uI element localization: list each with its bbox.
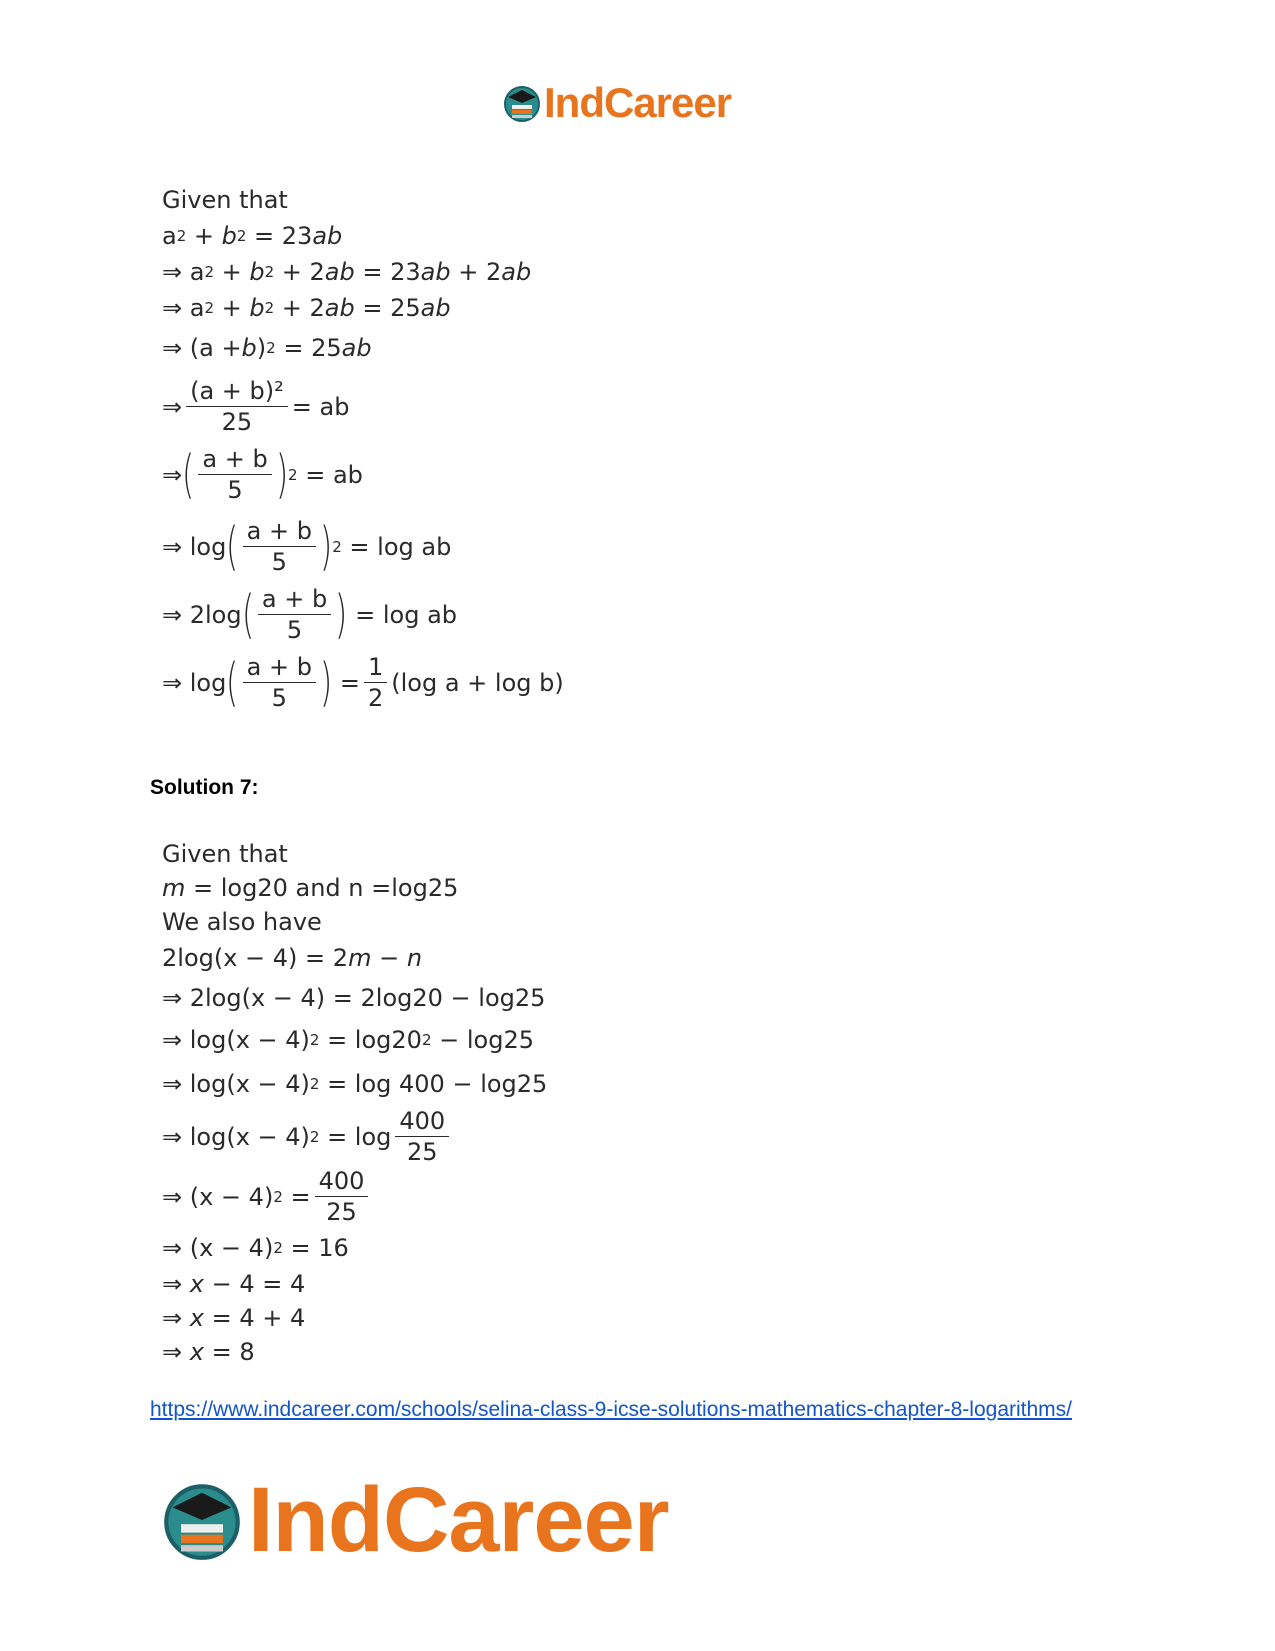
brand-logo-top: [502, 80, 731, 126]
math-line: 2log(x − 4) = 2 m − n: [162, 944, 423, 972]
math-line: ⇒ log ( a + b 5 ) = 1 2 (log a + log b): [162, 652, 564, 713]
math-line: ⇒ (x − 4) 2 = 16: [162, 1234, 349, 1262]
math-line: ⇒ a 2 + b 2 + 2 ab = 23 ab + 2 ab: [162, 258, 532, 286]
fraction: a + b 5: [258, 584, 331, 645]
brand-wordmark: IndCareer: [248, 1469, 669, 1571]
fraction: $\frac{\text{(a + b)²}}{25}$: [186, 376, 288, 437]
math-line: ⇒ log(x − 4) 2 = log 400 − log25: [162, 1070, 548, 1098]
math-line: ⇒ log ( a + b 5 ) 2 = log ab: [162, 516, 452, 577]
graduation-globe-icon: [502, 83, 542, 123]
math-line: ⇒ log(x − 4) 2 = log 400 25: [162, 1106, 453, 1167]
math-line: m = log20 and n =log25: [162, 874, 459, 902]
brand-wordmark: IndCareer: [544, 79, 732, 126]
math-line: ⇒ x − 4 = 4: [162, 1270, 306, 1298]
math-line: Given that: [162, 186, 288, 214]
graduation-globe-icon: [160, 1478, 244, 1562]
math-line: ⇒ ( a + b 5 ) 2 = ab: [162, 444, 363, 505]
fraction: 1 2: [364, 652, 387, 713]
math-line: ⇒ (a + b ) 2 = 25 ab: [162, 334, 372, 362]
math-line: ⇒ log(x − 4) 2 = log20 2 − log25: [162, 1026, 534, 1054]
solution-heading: Solution 7:: [150, 776, 259, 799]
math-line: We also have: [162, 908, 322, 936]
source-link[interactable]: https://www.indcareer.com/schools/selina-class-9-icse-solutions-mathematics-chapter-8-logarithms/: [150, 1398, 1073, 1421]
brand-logo-bottom: [160, 1470, 669, 1570]
math-line: ⇒ a 2 + b 2 + 2 ab = 25 ab: [162, 294, 451, 322]
fraction: 400 25: [395, 1106, 449, 1167]
fraction: 400 25: [315, 1166, 369, 1227]
math-line: ⇒ 2log(x − 4) = 2log20 − log25: [162, 984, 546, 1012]
fraction: a + b 5: [198, 444, 271, 505]
math-line: ⇒ x = 8: [162, 1338, 255, 1366]
math-line: ⇒ $\frac{\text{(a + b)²}}{25}$ = ab: [162, 377, 350, 436]
fraction: a + b 5: [243, 652, 316, 713]
fraction: a + b 5: [243, 516, 316, 577]
math-line: a 2 + b 2 = 23 ab: [162, 222, 343, 250]
math-line: ⇒ 2log ( a + b 5 ) = log ab: [162, 584, 458, 645]
math-line: ⇒ x = 4 + 4: [162, 1304, 306, 1332]
math-line: ⇒ (x − 4) 2 = 400 25: [162, 1166, 372, 1227]
math-line: Given that: [162, 840, 288, 868]
